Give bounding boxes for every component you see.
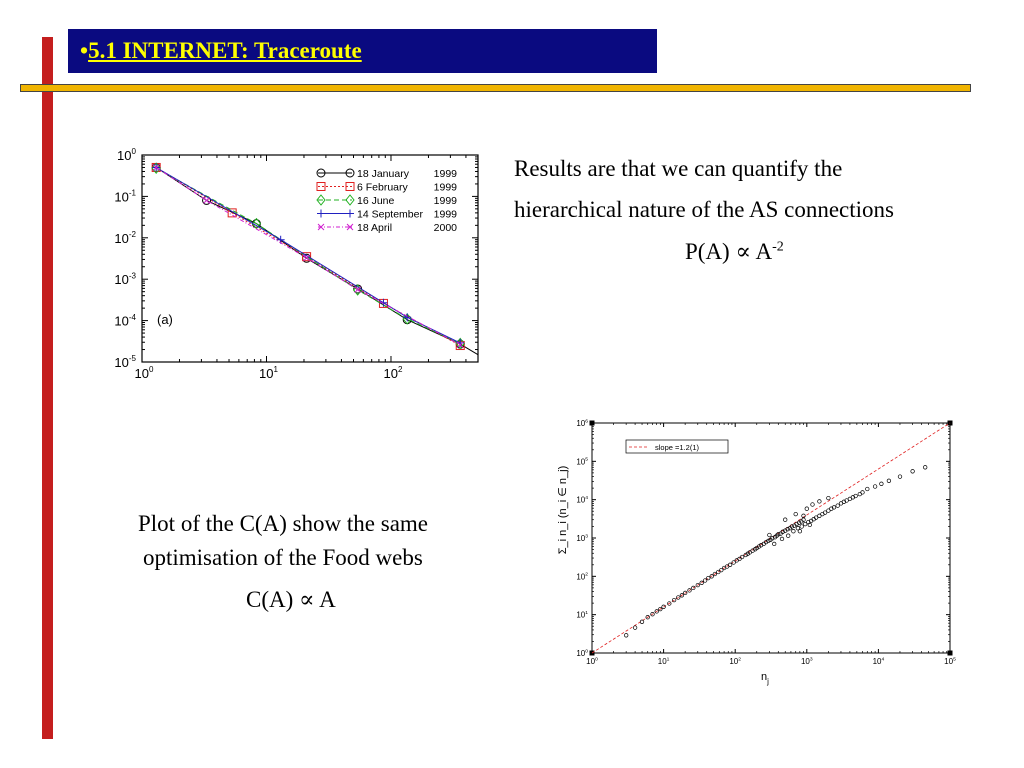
legend-entry-name: 16 June bbox=[357, 195, 395, 207]
corner-marker bbox=[948, 651, 953, 656]
data-point bbox=[861, 491, 865, 495]
scaling-formula: C(A) ∝ A bbox=[246, 587, 336, 612]
data-point bbox=[818, 500, 822, 504]
data-point bbox=[923, 466, 927, 470]
legend-entry-year: 1999 bbox=[433, 168, 457, 180]
data-point bbox=[898, 475, 902, 479]
data-point bbox=[880, 482, 884, 486]
title-rule bbox=[20, 84, 971, 92]
x-tick-label: $10^2$ bbox=[383, 365, 403, 381]
degree-formula bbox=[685, 240, 784, 263]
legend-entry-name: 18 January bbox=[357, 168, 409, 180]
y-tick-label: $10^0$ bbox=[117, 147, 136, 163]
data-point bbox=[911, 470, 915, 474]
x-tick-label: $10^3$ bbox=[800, 657, 813, 666]
data-point bbox=[887, 479, 891, 483]
accent-bar bbox=[42, 37, 53, 739]
degree-distribution-chart bbox=[100, 140, 485, 390]
series-marker bbox=[355, 287, 361, 293]
data-point bbox=[792, 529, 796, 533]
y-tick-label: $10^5$ bbox=[576, 457, 588, 467]
degree-formula-base: P(A) ∝ A bbox=[685, 239, 773, 264]
caption-line-2: optimisation of the Food webs bbox=[143, 545, 423, 570]
x-tick-label: $10^1$ bbox=[657, 657, 670, 666]
legend-entry-year: 1999 bbox=[433, 208, 457, 221]
legend-entry-year: 1999 bbox=[433, 195, 457, 207]
legend-entry-name: 6 February bbox=[357, 181, 408, 194]
data-point bbox=[811, 503, 815, 507]
legend-marker bbox=[317, 210, 325, 218]
legend-entry-name: 14 September bbox=[357, 208, 423, 221]
y-tick-label: $10^{-3}$ bbox=[114, 271, 136, 288]
y-axis-label: Σ_i n_i (n_i ∈ n_j) bbox=[557, 465, 569, 555]
title-bullet: • bbox=[80, 38, 89, 63]
results-line-1: Results are that we can quantify the bbox=[514, 156, 843, 181]
data-point bbox=[772, 542, 776, 546]
data-point bbox=[624, 634, 628, 638]
data-point bbox=[794, 512, 798, 516]
series-marker bbox=[379, 299, 387, 307]
y-tick-label: $10^3$ bbox=[576, 534, 588, 543]
x-axis-label: $n_j$ bbox=[761, 671, 769, 686]
x-tick-label: $10^1$ bbox=[259, 365, 278, 381]
slide-title bbox=[80, 38, 362, 64]
data-point bbox=[780, 537, 784, 541]
y-tick-label: $10^0$ bbox=[576, 649, 588, 658]
title-text: 5.1 INTERNET: Traceroute bbox=[88, 38, 362, 63]
data-point bbox=[706, 576, 710, 580]
x-tick-label: $10^5$ bbox=[944, 657, 956, 666]
y-tick-label: $10^{-4}$ bbox=[114, 312, 136, 329]
data-point bbox=[800, 525, 804, 529]
data-point bbox=[633, 626, 637, 630]
series-marker bbox=[204, 197, 210, 203]
y-tick-label: $10^6$ bbox=[576, 419, 588, 428]
data-point bbox=[783, 518, 787, 522]
data-point bbox=[827, 496, 831, 500]
y-tick-label: $10^1$ bbox=[576, 610, 588, 620]
corner-marker bbox=[590, 421, 595, 426]
data-point bbox=[786, 534, 790, 538]
y-tick-label: $10^{-5}$ bbox=[114, 354, 136, 370]
data-point bbox=[836, 504, 840, 508]
legend-marker bbox=[346, 210, 354, 218]
data-point bbox=[798, 529, 802, 533]
y-tick-label: $10^4$ bbox=[576, 495, 588, 505]
legend-entry-year: 2000 bbox=[433, 222, 457, 234]
data-point bbox=[703, 579, 707, 583]
data-point bbox=[805, 507, 809, 511]
x-tick-label: $10^2$ bbox=[729, 657, 742, 666]
allometric-scatter-chart bbox=[545, 410, 965, 700]
caption-line-1: Plot of the C(A) show the same bbox=[138, 511, 429, 536]
legend-entry-year: 1999 bbox=[433, 181, 457, 194]
x-tick-label: $10^4$ bbox=[872, 657, 885, 666]
degree-formula-exponent: -2 bbox=[772, 239, 784, 255]
y-tick-label: $10^{-1}$ bbox=[114, 188, 136, 205]
y-tick-label: $10^2$ bbox=[576, 572, 588, 582]
panel-label: (a) bbox=[157, 312, 173, 327]
results-line-2: hierarchical nature of the AS connections bbox=[514, 197, 894, 222]
data-point bbox=[768, 533, 772, 537]
legend-entry-name: 18 April bbox=[357, 222, 393, 234]
legend-label: slope =1.2(1) bbox=[655, 443, 699, 452]
data-point bbox=[866, 487, 870, 491]
series-line bbox=[156, 168, 460, 343]
x-tick-label: $10^0$ bbox=[586, 657, 598, 666]
x-tick-label: $10^0$ bbox=[134, 365, 154, 381]
data-point bbox=[873, 485, 877, 489]
y-tick-label: $10^{-2}$ bbox=[114, 229, 136, 246]
